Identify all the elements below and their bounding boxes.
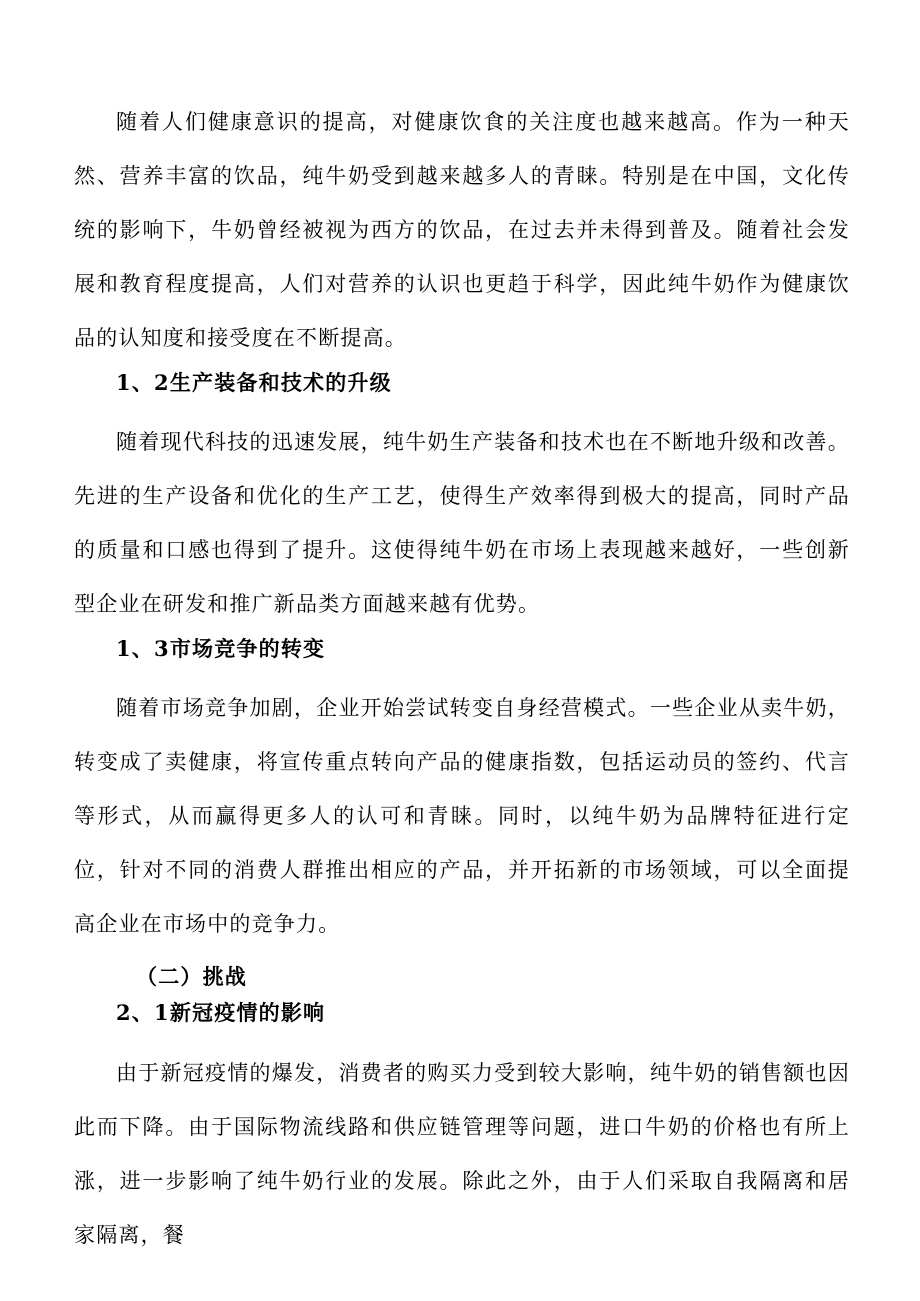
section-heading-2-1: 2、1新冠疫情的影响 [116,1000,326,1025]
paragraph-covid-impact: 由于新冠疫情的爆发，消费者的购买力受到较大影响，纯牛奶的销售额也因此而下降。由于国际物流线路和供应链管理等问题，进口牛奶的价格也有所上涨，进一步影响了纯牛奶行业的发展。除此之外，由于人们采取自我隔离和居家隔离，餐 [74,1061,850,1247]
section-heading-1-3: 1、3市场竞争的转变 [116,636,326,661]
paragraph-health-awareness: 随着人们健康意识的提高，对健康饮食的关注度也越来越高。作为一种天然、营养丰富的饮品，纯牛奶受到越来越多人的青睐。特别是在中国，文化传统的影响下，牛奶曾经被视为西方的饮品，在过去并未得到普及。随着社会发展和教育程度提高，人们对营养的认识也更趋于科学，因此纯牛奶作为健康饮品的认知度和接受度在不断提高。 [74,110,850,350]
section-heading-1-2: 1、2生产装备和技术的升级 [116,370,392,395]
section-heading-challenges: （二）挑战 [136,964,247,989]
paragraph-equipment-upgrade: 随着现代科技的迅速发展，纯牛奶生产装备和技术也在不断地升级和改善。先进的生产设备和优化的生产工艺，使得生产效率得到极大的提高，同时产品的质量和口感也得到了提升。这使得纯牛奶在市场上表现越来越好，一些创新型企业在研发和推广新品类方面越来越有优势。 [74,430,850,616]
paragraph-market-competition: 随着市场竞争加剧，企业开始尝试转变自身经营模式。一些企业从卖牛奶，转变成了卖健康，将宣传重点转向产品的健康指数，包括运动员的签约、代言等形式，从而赢得更多人的认可和青睐。同时，以纯牛奶为品牌特征进行定位，针对不同的消费人群推出相应的产品，并开拓新的市场领域，可以全面提高企业在市场中的竞争力。 [74,696,850,936]
